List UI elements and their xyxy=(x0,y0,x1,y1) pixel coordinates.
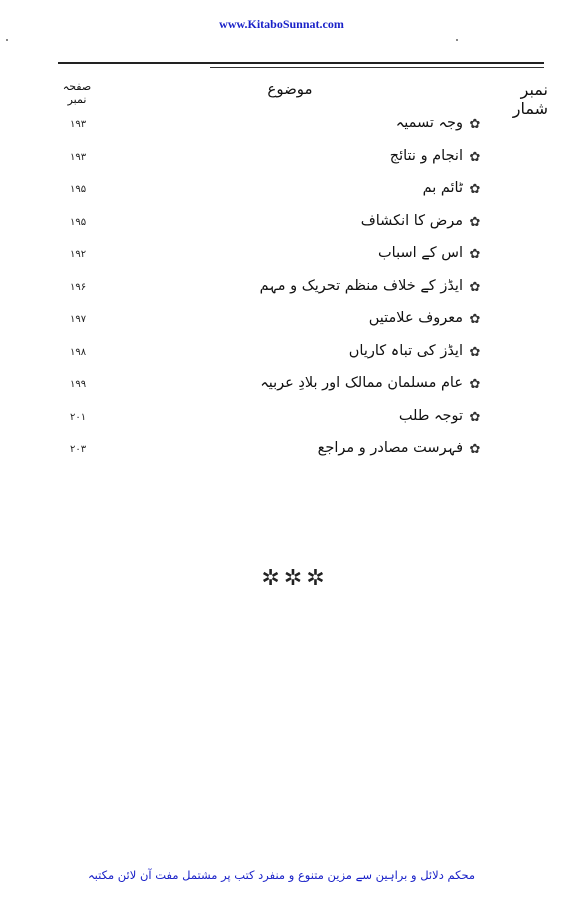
toc-row[interactable] xyxy=(0,437,563,470)
flower-bullet-icon: ✿ xyxy=(469,149,481,165)
flower-bullet-icon: ✿ xyxy=(469,279,481,295)
toc-page-number: ۱۹۷ xyxy=(70,314,87,325)
toc-page-number: ۱۹۲ xyxy=(70,249,87,260)
flower-bullet-icon: ✿ xyxy=(469,344,481,360)
scan-speck xyxy=(456,39,458,41)
toc-title: انجام و نتائج xyxy=(389,147,463,164)
toc-row[interactable] xyxy=(0,340,563,373)
toc-row[interactable] xyxy=(0,275,563,308)
flower-bullet-icon: ✿ xyxy=(469,312,481,327)
toc-title: اس کے اسباب xyxy=(378,245,463,261)
toc-page-number: ۱۹۸ xyxy=(70,346,87,358)
flower-bullet-icon: ✿ xyxy=(469,377,481,392)
flower-bullet-icon: ✿ xyxy=(469,442,481,457)
toc-page-number: ۱۹۹ xyxy=(70,379,87,390)
toc-page-number: ۲۰۳ xyxy=(70,444,87,455)
toc-page-number: ۱۹۳ xyxy=(70,119,87,130)
toc-page-number: ۱۹۶ xyxy=(70,281,87,293)
toc-title: وجہ تسمیہ xyxy=(395,115,463,131)
toc-page-number: ۱۹۵ xyxy=(70,184,87,195)
toc-page-number: ۱۹۵ xyxy=(70,216,87,228)
toc-title: مرض کا انکشاف xyxy=(360,212,463,229)
toc-title: ایڈز کی تباہ کاریاں xyxy=(348,342,463,359)
toc-list xyxy=(0,112,563,470)
toc-title: توجہ طلب xyxy=(398,407,463,424)
toc-row[interactable] xyxy=(0,405,563,438)
column-headers xyxy=(0,80,563,118)
toc-title: ٹائم بم xyxy=(422,180,463,196)
top-rule-secondary xyxy=(210,67,544,68)
toc-row[interactable] xyxy=(0,145,563,178)
toc-title: عام مسلمان ممالک اور بلادِ عربیہ xyxy=(260,375,463,391)
flower-bullet-icon: ✿ xyxy=(469,117,481,132)
section-end-ornament-icon: ✲✲✲ xyxy=(261,566,329,591)
toc-page-number: ۱۹۳ xyxy=(70,151,87,163)
flower-bullet-icon: ✿ xyxy=(469,214,481,230)
toc-title: فہرست مصادر و مراجع xyxy=(317,440,463,456)
toc-row[interactable] xyxy=(0,242,563,275)
toc-title: معروف علامتیں xyxy=(368,310,463,326)
toc-row[interactable] xyxy=(0,112,563,145)
column-header-page: صفحہ نمبر xyxy=(62,80,92,106)
toc-row[interactable] xyxy=(0,372,563,405)
scan-speck xyxy=(6,39,8,41)
flower-bullet-icon: ✿ xyxy=(469,247,481,262)
toc-title: ایڈز کے خلاف منظم تحریک و مہم xyxy=(259,277,463,294)
toc-row[interactable] xyxy=(0,177,563,210)
flower-bullet-icon: ✿ xyxy=(469,409,481,425)
column-header-topic: موضوع xyxy=(267,80,313,98)
toc-page-number: ۲۰۱ xyxy=(70,411,87,423)
toc-row[interactable] xyxy=(0,210,563,243)
flower-bullet-icon: ✿ xyxy=(469,182,481,197)
site-url-header[interactable]: www.KitaboSunnat.com xyxy=(219,17,344,31)
footer-tagline-link[interactable]: محکم دلائل و براہین سے مزین متنوع و منفرد کتب پر مشتمل مفت آن لائن مکتبہ xyxy=(87,868,476,882)
column-header-number: نمبر شمار xyxy=(512,80,548,118)
toc-row[interactable] xyxy=(0,307,563,340)
top-rule xyxy=(58,62,544,64)
